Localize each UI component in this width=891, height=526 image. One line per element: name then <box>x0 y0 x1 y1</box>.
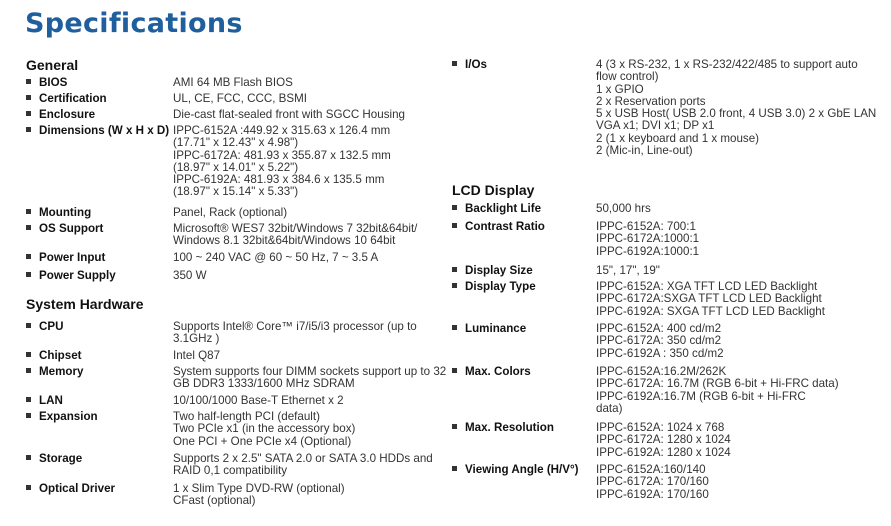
spec-value-line: Panel, Rack (optional) <box>173 206 288 219</box>
spec-value <box>173 270 207 282</box>
spec-label <box>26 411 98 423</box>
bullet-icon <box>26 209 31 214</box>
spec-label-text: Viewing Angle (H/V°) <box>465 463 579 476</box>
spec-value <box>596 221 699 258</box>
spec-value-line: IPPC-6192A : 350 cd/m2 <box>596 346 724 360</box>
spec-value <box>596 281 825 318</box>
spec-label-text: I/Os <box>465 58 487 71</box>
spec-value <box>596 464 709 501</box>
spec-label <box>452 281 536 293</box>
spec-value-line: IPPC-6152A:160/140 <box>596 463 706 476</box>
spec-label-text: Display Type <box>465 280 536 293</box>
spec-value-line: 1 x Slim Type DVD-RW (optional) <box>173 482 345 495</box>
spec-value-line: IPPC-6172A:1000:1 <box>596 232 700 246</box>
spec-value-line: CFast (optional) <box>173 494 256 508</box>
spec-label <box>452 366 531 378</box>
spec-label-text: Enclosure <box>39 108 96 121</box>
bullet-icon <box>26 225 31 230</box>
bullet-icon <box>452 205 457 210</box>
spec-value-line: IPPC-6192A: 1280 x 1024 <box>596 445 731 459</box>
spec-value <box>596 366 839 415</box>
spec-value-line: 10/100/1000 Base-T Ethernet x 2 <box>173 394 344 407</box>
spec-value-line: 100 ~ 240 VAC @ 60 ~ 50 Hz, 7 ~ 3.5 A <box>173 251 379 264</box>
spec-value-line: 2 (Mic-in, Line-out) <box>596 144 693 158</box>
spec-value-line: Two half-length PCI (default) <box>173 410 320 423</box>
spec-value-line: data) <box>596 401 623 415</box>
spec-label <box>452 265 533 277</box>
spec-value-line: IPPC-6192A:16.7M (RGB 6-bit + Hi-FRC <box>596 389 806 403</box>
spec-value-line: flow control) <box>596 70 659 84</box>
bullet-icon <box>26 254 31 259</box>
spec-value-line: IPPC-6192A: 481.93 x 384.6 x 135.5 mm <box>173 173 385 187</box>
spec-label-text: Memory <box>39 365 84 378</box>
spec-value-line: 3.1GHz ) <box>173 332 220 346</box>
spec-label <box>26 395 63 407</box>
spec-label <box>26 93 107 105</box>
spec-label <box>452 203 541 215</box>
spec-value <box>596 265 660 277</box>
spec-value-line: IPPC-6152A :449.92 x 315.63 x 126.4 mm <box>173 124 391 137</box>
spec-value <box>596 323 724 360</box>
spec-value-line: IPPC-6172A:SXGA TFT LCD LED Backlight <box>596 292 822 306</box>
bullet-icon <box>26 323 31 328</box>
spec-label-text: Mounting <box>39 206 92 219</box>
spec-value-line: IPPC-6172A: 481.93 x 355.87 x 132.5 mm <box>173 148 391 162</box>
bullet-icon <box>26 368 31 373</box>
spec-value <box>173 483 345 508</box>
spec-value-line: Supports 2 x 2.5" SATA 2.0 or SATA 3.0 HDDs and <box>173 452 433 465</box>
spec-label <box>26 483 115 495</box>
spec-label <box>26 125 169 137</box>
spec-value <box>173 223 417 248</box>
spec-value-line: Two PCIe x1 (in the accessory box) <box>173 422 356 436</box>
spec-label-text: Power Supply <box>39 269 116 282</box>
spec-value <box>173 109 405 121</box>
bullet-icon <box>26 352 31 357</box>
spec-value <box>173 77 293 89</box>
bullet-icon <box>452 223 457 228</box>
spec-value <box>173 350 220 362</box>
bullet-icon <box>26 127 31 132</box>
section-heading-lcd-display: LCD Display <box>452 182 535 198</box>
spec-value-line: IPPC-6172A: 1280 x 1024 <box>596 433 731 447</box>
spec-value-line: AMI 64 MB Flash BIOS <box>173 76 293 89</box>
spec-value-line: Windows 8.1 32bit&64bit/Windows 10 64bit <box>173 234 396 248</box>
spec-label <box>26 109 95 121</box>
bullet-icon <box>26 111 31 116</box>
bullet-icon <box>452 325 457 330</box>
spec-value-line: (17.71" x 12.43" x 4.98") <box>173 136 299 150</box>
spec-label <box>26 350 82 362</box>
spec-label <box>26 252 105 264</box>
bullet-icon <box>452 424 457 429</box>
bullet-icon <box>452 267 457 272</box>
spec-value-line: One PCI + One PCIe x4 (Optional) <box>173 434 352 448</box>
spec-label-text: Max. Colors <box>465 365 531 378</box>
spec-value-line: IPPC-6152A: 1024 x 768 <box>596 421 725 434</box>
section-heading-system-hardware: System Hardware <box>26 296 144 312</box>
spec-value-line: 15", 17", 19" <box>596 264 660 277</box>
spec-value-line: 4 (3 x RS-232, 1 x RS-232/422/485 to support auto <box>596 58 858 71</box>
spec-value-line: VGA x1; DVI x1; DP x1 <box>596 119 715 133</box>
spec-value-line: System supports four DIMM sockets support up to 32 <box>173 365 447 378</box>
bullet-icon <box>26 272 31 277</box>
spec-label <box>26 207 91 219</box>
spec-value-line: Supports Intel® Core™ i7/i5/i3 processor (up to <box>173 320 417 333</box>
spec-label-text: BIOS <box>39 76 68 89</box>
spec-label-text: CPU <box>39 320 64 333</box>
spec-label-text: Storage <box>39 452 83 465</box>
spec-value-line: IPPC-6192A:1000:1 <box>596 244 700 258</box>
spec-value-line: RAID 0,1 compatibility <box>173 464 288 478</box>
bullet-icon <box>452 283 457 288</box>
spec-value-line: Microsoft® WES7 32bit/Windows 7 32bit&64bit/ <box>173 222 418 235</box>
spec-value <box>596 422 731 459</box>
spec-label <box>26 77 67 89</box>
spec-value-line: IPPC-6152A: 400 cd/m2 <box>596 322 722 335</box>
bullet-icon <box>26 485 31 490</box>
spec-label-text: Dimensions (W x H x D) <box>39 124 170 137</box>
spec-value <box>173 207 287 219</box>
bullet-icon <box>452 61 457 66</box>
spec-value <box>173 395 344 407</box>
spec-label <box>26 270 116 282</box>
spec-value <box>173 321 417 346</box>
spec-value-line: 5 x USB Host( USB 2.0 front, 4 USB 3.0) 2 x GbE LAN <box>596 107 877 121</box>
spec-label-text: Backlight Life <box>465 202 542 215</box>
spec-value <box>596 59 876 157</box>
spec-label-text: Contrast Ratio <box>465 220 545 233</box>
spec-label <box>452 464 579 476</box>
spec-label-text: OS Support <box>39 222 104 235</box>
spec-label-text: Certification <box>39 92 107 105</box>
spec-value-line: IPPC-6172A: 350 cd/m2 <box>596 334 722 348</box>
spec-value-line: 2 x Reservation ports <box>596 94 706 108</box>
spec-label <box>26 453 82 465</box>
spec-value-line: UL, CE, FCC, CCC, BSMI <box>173 92 307 105</box>
page-title: Specifications <box>25 8 243 39</box>
spec-label <box>26 366 83 378</box>
spec-value-line: Intel Q87 <box>173 349 221 362</box>
spec-value <box>173 366 446 391</box>
bullet-icon <box>26 95 31 100</box>
spec-value <box>596 203 651 215</box>
spec-label-text: Max. Resolution <box>465 421 554 434</box>
spec-value-line: IPPC-6152A: XGA TFT LCD LED Backlight <box>596 280 818 293</box>
spec-label <box>26 321 63 333</box>
spec-value-line: 350 W <box>173 269 207 282</box>
spec-label-text: Expansion <box>39 410 98 423</box>
spec-label <box>452 422 554 434</box>
spec-label-text: Luminance <box>465 322 527 335</box>
spec-value-line: 1 x GPIO <box>596 82 644 96</box>
bullet-icon <box>452 368 457 373</box>
spec-label-text: LAN <box>39 394 63 407</box>
spec-value-line: IPPC-6172A: 170/160 <box>596 475 709 489</box>
spec-value <box>173 125 391 199</box>
bullet-icon <box>452 466 457 471</box>
spec-value-line: IPPC-6152A:16.2M/262K <box>596 365 727 378</box>
spec-value <box>173 252 378 264</box>
spec-label <box>452 221 545 233</box>
spec-value-line: IPPC-6192A: 170/160 <box>596 487 709 501</box>
bullet-icon <box>26 79 31 84</box>
spec-value-line: (18.97" x 14.01" x 5.22") <box>173 160 299 174</box>
spec-label-text: Optical Driver <box>39 482 116 495</box>
section-heading-general: General <box>26 57 79 73</box>
spec-value <box>173 453 433 478</box>
spec-value-line: IPPC-6152A: 700:1 <box>596 220 696 233</box>
spec-value-line: Die-cast flat-sealed front with SGCC Housing <box>173 108 405 121</box>
spec-label <box>452 323 526 335</box>
spec-value-line: (18.97" x 15.14" x 5.33") <box>173 185 299 199</box>
spec-value-line: IPPC-6172A: 16.7M (RGB 6-bit + Hi-FRC data) <box>596 377 839 391</box>
spec-label-text: Power Input <box>39 251 106 264</box>
spec-value <box>173 93 307 105</box>
spec-label <box>26 223 103 235</box>
spec-value-line: 2 (1 x keyboard and 1 x mouse) <box>596 131 760 145</box>
spec-value <box>173 411 355 448</box>
spec-value-line: GB DDR3 1333/1600 MHz SDRAM <box>173 377 355 391</box>
spec-label-text: Chipset <box>39 349 82 362</box>
bullet-icon <box>26 455 31 460</box>
spec-value-line: 50,000 hrs <box>596 202 651 215</box>
bullet-icon <box>26 397 31 402</box>
spec-label-text: Display Size <box>465 264 533 277</box>
bullet-icon <box>26 413 31 418</box>
spec-label <box>452 59 487 71</box>
spec-value-line: IPPC-6192A: SXGA TFT LCD LED Backlight <box>596 304 825 318</box>
